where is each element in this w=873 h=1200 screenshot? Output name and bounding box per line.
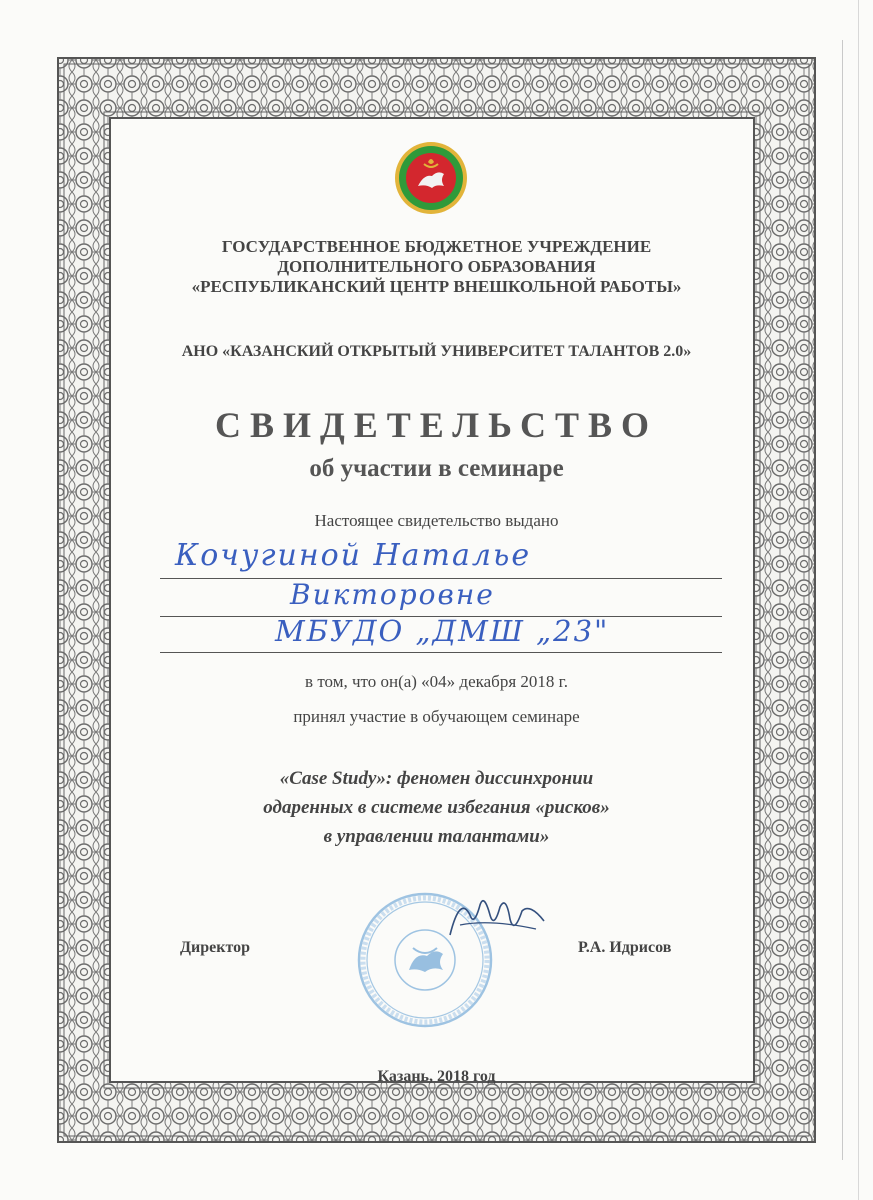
event-date: в том, что он(а) «04» декабря 2018 г. [305, 672, 568, 691]
partner-organization: АНО «КАЗАНСКИЙ ОТКРЫТЫЙ УНИВЕРСИТЕТ ТАЛАНТОВ 2.0» [181, 343, 692, 360]
place-and-year: Казань, 2018 год [377, 1068, 496, 1085]
director-signature [440, 885, 550, 945]
certificate-subtitle: об участии в семинаре [309, 455, 564, 482]
signatory-position: Директор [180, 939, 250, 956]
organization-header [0, 237, 873, 297]
organization-line-2: ДОПОЛНИТЕЛЬНОГО ОБРАЗОВАНИЯ [277, 257, 596, 276]
seminar-topic [0, 764, 873, 851]
participation-statement: принял участие в обучающем семинаре [293, 707, 580, 726]
certificate-title: СВИДЕТЕЛЬСТВО [214, 405, 659, 445]
underline [160, 652, 722, 653]
issued-to-label: Настоящее свидетельство выдано [314, 511, 559, 530]
organization-line-3: «РЕСПУБЛИКАНСКИЙ ЦЕНТР ВНЕШКОЛЬНОЙ РАБОТЫ» [191, 277, 682, 296]
recipient-name-line-2: Викторовне [290, 578, 495, 611]
signatory-name: Р.А. Идрисов [578, 939, 672, 956]
organization-line-1: ГОСУДАРСТВЕННОЕ БЮДЖЕТНОЕ УЧРЕЖДЕНИЕ [221, 237, 652, 256]
tatarstan-emblem [388, 140, 474, 216]
seminar-topic-line-1: «Case Study»: феномен диссинхронии [279, 768, 594, 789]
recipient-name-line-1: Кочугиной Наталье [175, 538, 532, 573]
recipient-organization: МБУДО „ДМШ „23" [275, 614, 610, 648]
seminar-topic-line-2: одаренных в системе избегания «рисков» [263, 797, 610, 818]
seminar-topic-line-3: в управлении талантами» [323, 826, 550, 847]
